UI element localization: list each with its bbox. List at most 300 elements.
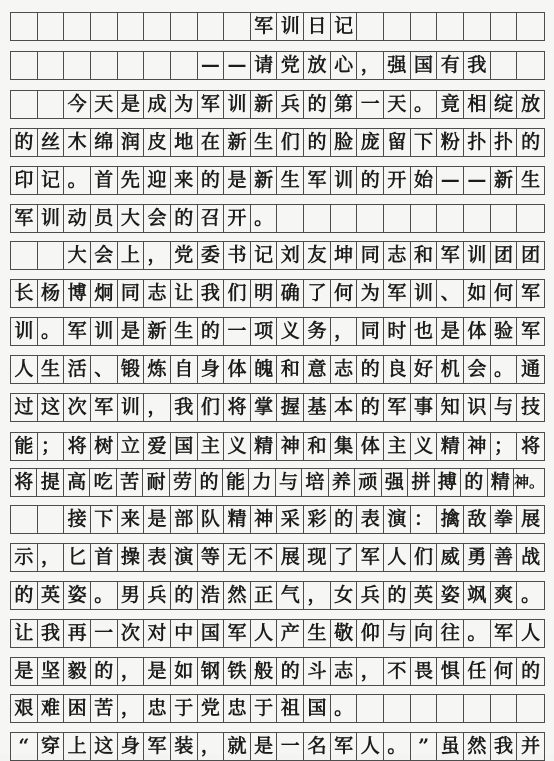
grid-cell: 次 [118,620,145,647]
grid-cell: 苦 [117,469,143,496]
grid-cell: 爽 [491,582,518,609]
grid-cell: 能 [223,469,249,496]
grid-cell [38,506,65,533]
grid-cell: 的 [357,356,384,383]
grid-cell [517,52,544,79]
grid-cell: 训 [11,318,38,345]
grid-cell: ； [491,433,518,460]
grid-cell: 上 [118,242,145,269]
grid-cell: 擒 [437,506,464,533]
grid-cell: 装 [171,733,198,760]
grid-cell [517,13,544,40]
grid-cell: — [198,52,225,79]
grid-cell: 军 [521,282,541,304]
grid-cell: 会 [464,356,491,383]
grid-cell: ， [144,394,171,421]
text-row [10,279,545,308]
grid-cell: 的 [521,660,541,682]
grid-cell: 演 [171,544,198,571]
grid-cell [411,13,438,40]
grid-cell: ， [144,242,171,269]
grid-cell: 的 [11,129,38,156]
grid-cell: 军 [304,167,331,194]
grid-cell: 军 [91,394,118,421]
grid-cell: 军 [384,280,411,307]
grid-cell: 是 [144,658,171,685]
text-row [10,90,545,119]
grid-cell: 训 [224,91,251,118]
grid-cell: 。 [331,695,358,722]
grid-cell: 这 [38,394,65,421]
grid-cell [491,13,518,40]
grid-cell: 新 [144,318,171,345]
text-row [10,317,545,346]
grid-cell: 训 [464,242,491,269]
grid-cell: 书 [224,242,251,269]
grid-cell: 主 [384,433,411,460]
grid-cell: 记 [331,13,358,40]
grid-cell: 。 [251,205,278,232]
grid-cell: 的 [304,91,331,118]
grid-cell: 志 [331,658,358,685]
grid-cell: 。 [411,91,438,118]
grid-cell: 国 [411,52,438,79]
grid-cell: 强 [384,52,411,79]
grid-cell: 然 [464,733,491,760]
grid-cell: 的 [357,167,384,194]
text-row [10,468,545,497]
grid-cell: 彩 [304,506,331,533]
grid-cell: 训 [91,318,118,345]
grid-cell [64,52,91,79]
grid-cell: 志 [144,280,171,307]
grid-cell: 验 [491,318,518,345]
grid-cell [11,52,38,79]
grid-cell: 活 [64,356,91,383]
grid-cell: 我 [171,394,198,421]
grid-cell: 养 [329,469,355,496]
grid-cell: 们 [224,280,251,307]
grid-cell: 与 [491,394,518,421]
grid-cell: 心 [331,52,358,79]
subtitle-row [10,51,545,80]
grid-cell: 首 [91,544,118,571]
grid-cell: 神 [251,506,278,533]
grid-cell [411,205,438,232]
grid-cell: 培 [302,469,328,496]
grid-cell: 是 [224,167,251,194]
grid-cell: 始 [411,167,438,194]
grid-cell: 力 [249,469,275,496]
grid-cell: 男 [118,582,145,609]
grid-cell: 精 [437,433,464,460]
grid-cell: 生 [304,620,331,647]
grid-cell [464,205,491,232]
grid-cell: 与 [384,620,411,647]
grid-cell [437,13,464,40]
grid-cell: 是 [118,91,145,118]
grid-cell: 演 [384,506,411,533]
grid-cell: 精 [251,433,278,460]
grid-cell: 技 [521,396,541,418]
grid-cell: 般 [251,658,278,685]
grid-cell: 兵 [277,91,304,118]
grid-cell: 首 [91,167,118,194]
grid-cell: 敌 [464,506,491,533]
grid-cell: 军 [331,733,358,760]
grid-cell [38,52,65,79]
grid-cell: 刘 [277,242,304,269]
grid-cell [38,242,65,269]
grid-cell [491,695,518,722]
grid-cell: 兵 [357,582,384,609]
text-row [10,543,545,572]
grid-cell: 魄 [251,356,278,383]
grid-cell: ， [331,318,358,345]
grid-cell: 相 [464,91,491,118]
grid-cell: 团 [491,242,518,269]
grid-cell: 忠 [224,695,251,722]
grid-cell: 本 [331,394,358,421]
grid-cell: 和 [277,356,304,383]
grid-cell: 一 [224,318,251,345]
grid-cell [304,205,331,232]
grid-cell: 身 [198,356,225,383]
grid-cell: 钢 [198,658,225,685]
grid-cell: 次 [64,394,91,421]
grid-cell: 。 [464,620,491,647]
grid-cell: 英 [38,582,65,609]
grid-cell: 记 [38,167,65,194]
grid-cell: 主 [198,433,225,460]
grid-cell: 军 [11,205,38,232]
grid-cell: 何 [491,280,518,307]
grid-cell: 委 [198,242,225,269]
grid-cell: 会 [91,242,118,269]
grid-cell: 党 [171,242,198,269]
grid-cell: 身 [118,733,145,760]
grid-cell [277,205,304,232]
grid-cell [437,695,464,722]
grid-cell: 不 [251,544,278,571]
grid-cell: 的 [461,469,487,496]
grid-cell: 向 [411,620,438,647]
text-row [10,694,545,723]
grid-cell: 何 [491,658,518,685]
grid-cell: 如 [171,658,198,685]
grid-cell: 展 [277,544,304,571]
grid-cell: 无 [224,544,251,571]
grid-cell: 将 [521,435,541,457]
grid-cell: 和 [411,242,438,269]
grid-cell: 了 [304,280,331,307]
grid-cell: ， [357,52,384,79]
grid-cell: 丝 [38,129,65,156]
grid-cell: 让 [171,280,198,307]
grid-cell: 我 [464,52,491,79]
grid-cell: ， [357,658,384,685]
grid-cell: 皮 [144,129,171,156]
text-row [10,505,545,534]
grid-cell: 也 [411,318,438,345]
grid-cell: 为 [357,280,384,307]
text-row [10,619,545,648]
grid-cell: 在 [198,129,225,156]
grid-cell: 义 [411,433,438,460]
grid-cell: 往 [437,620,464,647]
grid-cell: 劳 [170,469,196,496]
grid-cell: 飒 [464,582,491,609]
grid-cell: 为 [171,91,198,118]
text-row [10,393,545,422]
grid-cell: 会 [144,205,171,232]
grid-cell: 召 [198,205,225,232]
grid-cell: 博 [64,280,91,307]
grid-cell: 上 [64,733,91,760]
grid-cell: 脸 [331,129,358,156]
grid-cell: 的 [171,582,198,609]
grid-cell: 有 [437,52,464,79]
grid-cell [357,13,384,40]
grid-cell: 掌 [251,394,278,421]
grid-cell [198,13,225,40]
grid-cell: 确 [277,280,304,307]
grid-cell: 地 [171,129,198,156]
grid-cell: 党 [277,52,304,79]
grid-cell: 训 [411,280,438,307]
grid-cell: 天 [384,91,411,118]
grid-cell: 和 [304,433,331,460]
grid-cell: 兵 [144,582,171,609]
grid-cell: 。 [491,356,518,383]
grid-cell: 惧 [437,658,464,685]
grid-cell: 精 [488,469,514,496]
grid-cell: 是 [437,318,464,345]
grid-cell: 气 [277,582,304,609]
grid-cell: 杨 [38,280,65,307]
grid-cell: 新 [251,167,278,194]
grid-cell: 一 [91,620,118,647]
grid-cell [357,695,384,722]
grid-cell: 生 [171,318,198,345]
grid-cell: 锻 [118,356,145,383]
grid-cell: 炯 [91,280,118,307]
grid-cell: 生 [251,129,278,156]
grid-cell [171,13,198,40]
grid-cell: 铁 [224,658,251,685]
grid-cell: 爱 [144,433,171,460]
grid-cell: 祖 [277,695,304,722]
grid-cell: 将 [11,469,37,496]
grid-cell: 义 [224,433,251,460]
grid-cell [411,695,438,722]
grid-cell: 自 [171,356,198,383]
grid-cell: “ [11,733,38,760]
grid-cell [517,695,544,722]
grid-cell: 虽 [437,733,464,760]
grid-cell: 军 [521,320,541,342]
grid-cell [91,52,118,79]
grid-cell: 军 [384,394,411,421]
grid-cell: 生 [277,167,304,194]
text-row [10,732,545,761]
grid-cell: 一 [357,91,384,118]
grid-cell: 将 [224,394,251,421]
grid-cell: 勇 [464,544,491,571]
grid-cell: ， [38,544,65,571]
grid-cell: ， [118,695,145,722]
grid-cell: 艰 [11,695,38,722]
grid-cell: 的 [198,167,225,194]
grid-cell: 识 [464,394,491,421]
grid-cell: 军 [251,13,278,40]
grid-cell: 。 [91,582,118,609]
grid-cell: 来 [118,506,145,533]
grid-cell: 了 [331,544,358,571]
grid-cell: 成 [144,91,171,118]
grid-cell: 军 [198,91,225,118]
grid-cell: 人 [521,622,541,644]
grid-cell: 产 [277,620,304,647]
grid-cell [64,13,91,40]
grid-cell: 日 [304,13,331,40]
grid-cell: 长 [11,280,38,307]
grid-cell: 基 [304,394,331,421]
grid-cell: ， [198,733,225,760]
grid-cell [11,91,38,118]
grid-cell: 于 [251,695,278,722]
grid-cell: 大 [118,205,145,232]
grid-cell: 何 [331,280,358,307]
grid-cell: 是 [251,733,278,760]
grid-cell: 耐 [143,469,169,496]
grid-cell: 新 [224,129,251,156]
grid-cell: 接 [64,506,91,533]
grid-cell: 坤 [331,242,358,269]
grid-cell: 国 [304,695,331,722]
grid-cell [11,506,38,533]
grid-cell: 的 [521,131,541,153]
grid-cell: 队 [198,506,225,533]
text-row [10,355,545,384]
grid-cell: 顽 [355,469,381,496]
text-row [10,128,545,157]
grid-cell [38,13,65,40]
grid-cell: 的 [304,129,331,156]
grid-cell: 请 [251,52,278,79]
grid-cell: 是 [11,658,38,685]
grid-cell: 们 [411,544,438,571]
grid-cell: 示 [11,544,38,571]
grid-cell [11,13,38,40]
grid-cell: ， [304,582,331,609]
grid-cell: 军 [357,544,384,571]
grid-cell: 项 [251,318,278,345]
grid-cell: 庞 [357,129,384,156]
grid-cell: 斗 [304,658,331,685]
grid-cell: 、 [91,356,118,383]
grid-cell: 训 [118,394,145,421]
grid-cell: 难 [38,695,65,722]
text-row [10,166,545,195]
grid-cell [144,52,171,79]
grid-cell: 军 [437,242,464,269]
grid-cell: 让 [11,620,38,647]
grid-cell: 神 [277,433,304,460]
grid-cell: 善 [491,544,518,571]
grid-cell: 一 [277,733,304,760]
grid-cell: 威 [437,544,464,571]
grid-cell: 动 [64,205,91,232]
grid-cell: 训 [38,205,65,232]
grid-cell: 木 [64,129,91,156]
grid-cell: 们 [198,394,225,421]
grid-cell [91,13,118,40]
grid-cell: 开 [224,205,251,232]
grid-cell: 国 [198,620,225,647]
grid-cell: 是 [118,318,145,345]
grid-cell: 第 [331,91,358,118]
grid-cell: 战 [521,546,541,568]
grid-cell: 我 [198,280,225,307]
grid-cell: 新 [251,91,278,118]
text-row [10,657,545,686]
grid-cell: 事 [411,394,438,421]
grid-cell: 、 [437,280,464,307]
grid-cell: 表 [144,544,171,571]
grid-cell: 集 [331,433,358,460]
grid-cell: 是 [144,506,171,533]
grid-cell: 女 [331,582,358,609]
grid-cell: 对 [144,620,171,647]
grid-cell [517,205,544,232]
text-row [10,581,545,610]
grid-cell: 拳 [491,506,518,533]
grid-cell [331,205,358,232]
grid-cell: 记 [251,242,278,269]
grid-cell [437,205,464,232]
grid-cell: 中 [171,620,198,647]
grid-cell: 军 [64,318,91,345]
grid-cell: 先 [118,167,145,194]
grid-cell: 搏 [435,469,461,496]
grid-cell: 这 [91,733,118,760]
grid-cell: 苦 [91,695,118,722]
grid-cell: 的 [198,318,225,345]
grid-cell: 同 [357,318,384,345]
grid-cell: 润 [118,129,145,156]
grid-cell: 人 [384,544,411,571]
grid-cell: 并 [521,735,541,757]
grid-cell: 穿 [38,733,65,760]
grid-cell: 拼 [408,469,434,496]
grid-cell: 们 [277,129,304,156]
grid-cell: 敬 [331,620,358,647]
grid-cell: 时 [384,318,411,345]
grid-cell: 友 [304,242,331,269]
grid-cell: 。 [64,167,91,194]
grid-cell: 的 [11,582,38,609]
grid-cell: 人 [251,620,278,647]
text-row [10,204,545,233]
grid-cell: 生 [38,356,65,383]
grid-cell [144,13,171,40]
grid-cell: 强 [382,469,408,496]
grid-cell: 炼 [144,356,171,383]
grid-cell: 知 [437,394,464,421]
grid-cell: 军 [491,620,518,647]
grid-cell: 。 [521,584,541,606]
